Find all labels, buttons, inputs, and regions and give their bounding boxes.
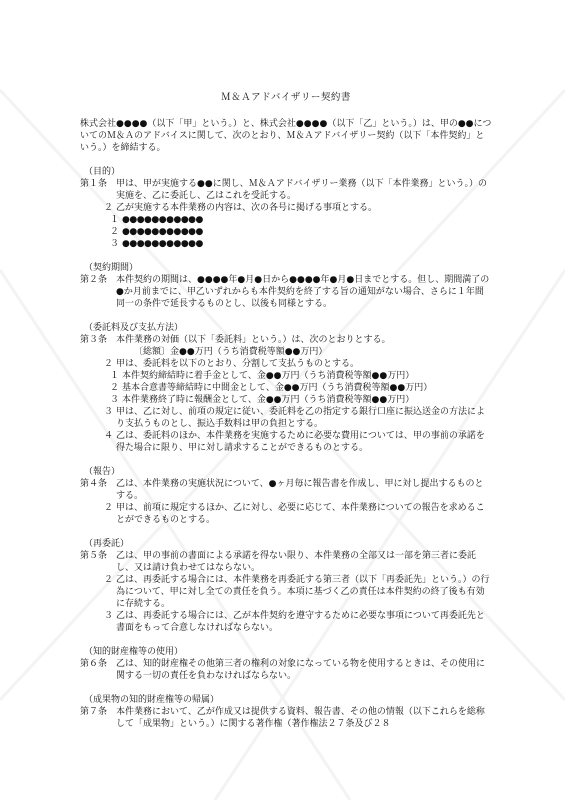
paragraph-number: ２ (104, 359, 114, 369)
item-text: ●●●●●●●●●●● (122, 227, 203, 237)
paragraph-number: ２ (104, 575, 114, 585)
intro-paragraph: 株式会社●●●●（以下「甲」という。）と、株式会社●●●●（以下「乙」という。）は、甲の●●についてのＭ＆Ａのアドバイスに関して、次のとおり、Ｍ＆Ａアドバイザリー契約（以下「本件契約」という。）を締結する。 (80, 119, 492, 153)
paragraph (80, 406, 492, 430)
article-4 (80, 466, 492, 526)
article-3 (80, 322, 492, 454)
paragraph (80, 502, 492, 526)
list-item (80, 226, 492, 238)
item-number: ２ (110, 227, 120, 237)
article-number: 第７条 (80, 707, 108, 717)
article-number: 第４条 (80, 479, 108, 489)
article-number: 第５条 (80, 551, 108, 561)
paragraph (80, 202, 492, 214)
article-body: 乙は、知的財産権その他第三者の権利の対象になっている物を使用するときは、その使用に関する一切の責任を負わなければならない。 (116, 659, 486, 681)
paragraph-body: 乙が実施する本件業務の内容は、次の各号に掲げる事項とする。 (116, 203, 378, 213)
item-text: 基本合意書等締結時に中間金として、金●●万円（うち消費税等額●●万円） (122, 383, 433, 393)
article-text (80, 658, 492, 682)
paragraph (80, 610, 492, 634)
article-text (80, 334, 492, 346)
paragraph-number: ４ (104, 431, 114, 441)
article-body: 本件契約の期間は、●●●●年●月●日から●●●●年●月●日までとする。但し、期間満了の●か月前までに、甲乙いずれからも本件契約を終了する旨の通知がない場合、さらに１年間同一の条件で延長するものとし、以後も同様とする。 (116, 275, 490, 309)
item-text: 本件業務終了時に報酬金として、金●●万円（うち消費税等額●●万円） (122, 395, 415, 405)
article-body: 乙は、甲の事前の書面による承諾を得ない限り、本件業務の全部又は一部を第三者に委託し、又は請け負わせてはならない。 (116, 551, 477, 573)
article-heading: （再委託） (84, 539, 130, 549)
article-heading: （契約期間） (84, 263, 139, 273)
list-item (80, 382, 492, 394)
article-text (80, 706, 492, 730)
article-body: 甲は、甲が実施する●●に関し、Ｍ＆Ａアドバイザリー業務（以下「本件業務」という。）の実施を、乙に委託し、乙はこれを受託する。 (116, 179, 488, 201)
article-2 (80, 262, 492, 310)
article-number: 第２条 (80, 275, 108, 285)
paragraph (80, 358, 492, 370)
article-number: 第６条 (80, 659, 108, 669)
article-text (80, 178, 492, 202)
article-heading: （成果物の知的財産権等の帰属） (84, 695, 220, 705)
list-item (80, 370, 492, 382)
article-5 (80, 538, 492, 634)
item-number: ２ (110, 383, 120, 393)
list-item (80, 238, 492, 250)
item-text: 本件契約締結時に着手金として、金●●万円（うち消費税等額●●万円） (122, 371, 415, 381)
paragraph-number: ３ (104, 407, 114, 417)
paragraph (80, 574, 492, 610)
article-heading: （報告） (84, 467, 121, 477)
item-number: ３ (110, 239, 120, 249)
paragraph (80, 430, 492, 454)
article-heading: （目的） (84, 167, 121, 177)
document-title: Ｍ＆Ａアドバイザリー契約書 (221, 92, 351, 103)
item-number: １ (110, 371, 120, 381)
article-text (80, 274, 492, 310)
paragraph-body: 乙は、再委託する場合には、乙が本件契約を遵守するために必要な事項について再委託先と書面をもって合意しなければならない。 (116, 611, 485, 633)
article-number: 第１条 (80, 179, 108, 189)
article-6 (80, 646, 492, 682)
paragraph-body: 甲は、委託料を以下のとおり、分割して支払うものとする。 (116, 359, 360, 369)
article-text (80, 478, 492, 502)
list-item (80, 394, 492, 406)
total-fee-line: 〔総額〕金●●万円（うち消費税等額●●万円） (134, 347, 328, 357)
article-number: 第３条 (80, 335, 108, 345)
article-1 (80, 166, 492, 250)
article-body: 本件業務において、乙が作成又は提供する資料、報告書、その他の情報（以下これらを総称して「成果物」という。）に関する著作権（著作権法２７条及び２８ (116, 707, 485, 729)
paragraph-body: 甲は、前項に規定するほか、乙に対し、必要に応じて、本件業務についての報告を求めることができるものとする。 (116, 503, 485, 525)
article-heading: （委託料及び支払方法） (84, 323, 184, 333)
article-body: 本件業務の対価（以下「委託料」という。）は、次のとおりとする。 (116, 335, 391, 345)
paragraph-number: ３ (104, 611, 114, 621)
list-item (80, 214, 492, 226)
article-text (80, 550, 492, 574)
article-heading: （知的財産権等の使用） (84, 647, 184, 657)
article-body: 乙は、本件業務の実施状況について、●ヶ月毎に報告書を作成し、甲に対し提出するものとする。 (116, 479, 484, 501)
paragraph-body: 乙は、委託料のほか、本件業務を実施するために必要な費用については、甲の事前の承諾を得た場合に限り、甲に対し請求することができるものとする。 (116, 431, 485, 453)
item-number: １ (110, 215, 120, 225)
paragraph-number: ２ (104, 503, 114, 513)
paragraph-number: ２ (104, 203, 114, 213)
paragraph-body: 乙は、再委託する場合には、本件業務を再委託する第三者（以下「再委託先」という。）の行為について、甲に対し全ての責任を負う。本項に基づく乙の責任は本件契約の終了後も有効に存続する。 (116, 575, 490, 609)
paragraph-body: 甲は、乙に対し、前項の規定に従い、委託料を乙の指定する銀行口座に振込送金の方法により支払うものとし、振込手数料は甲の負担とする。 (116, 407, 486, 429)
article-7 (80, 694, 492, 730)
item-number: ３ (110, 395, 120, 405)
item-text: ●●●●●●●●●●● (122, 239, 203, 249)
item-text: ●●●●●●●●●●● (122, 215, 203, 225)
contract-document (80, 92, 492, 742)
